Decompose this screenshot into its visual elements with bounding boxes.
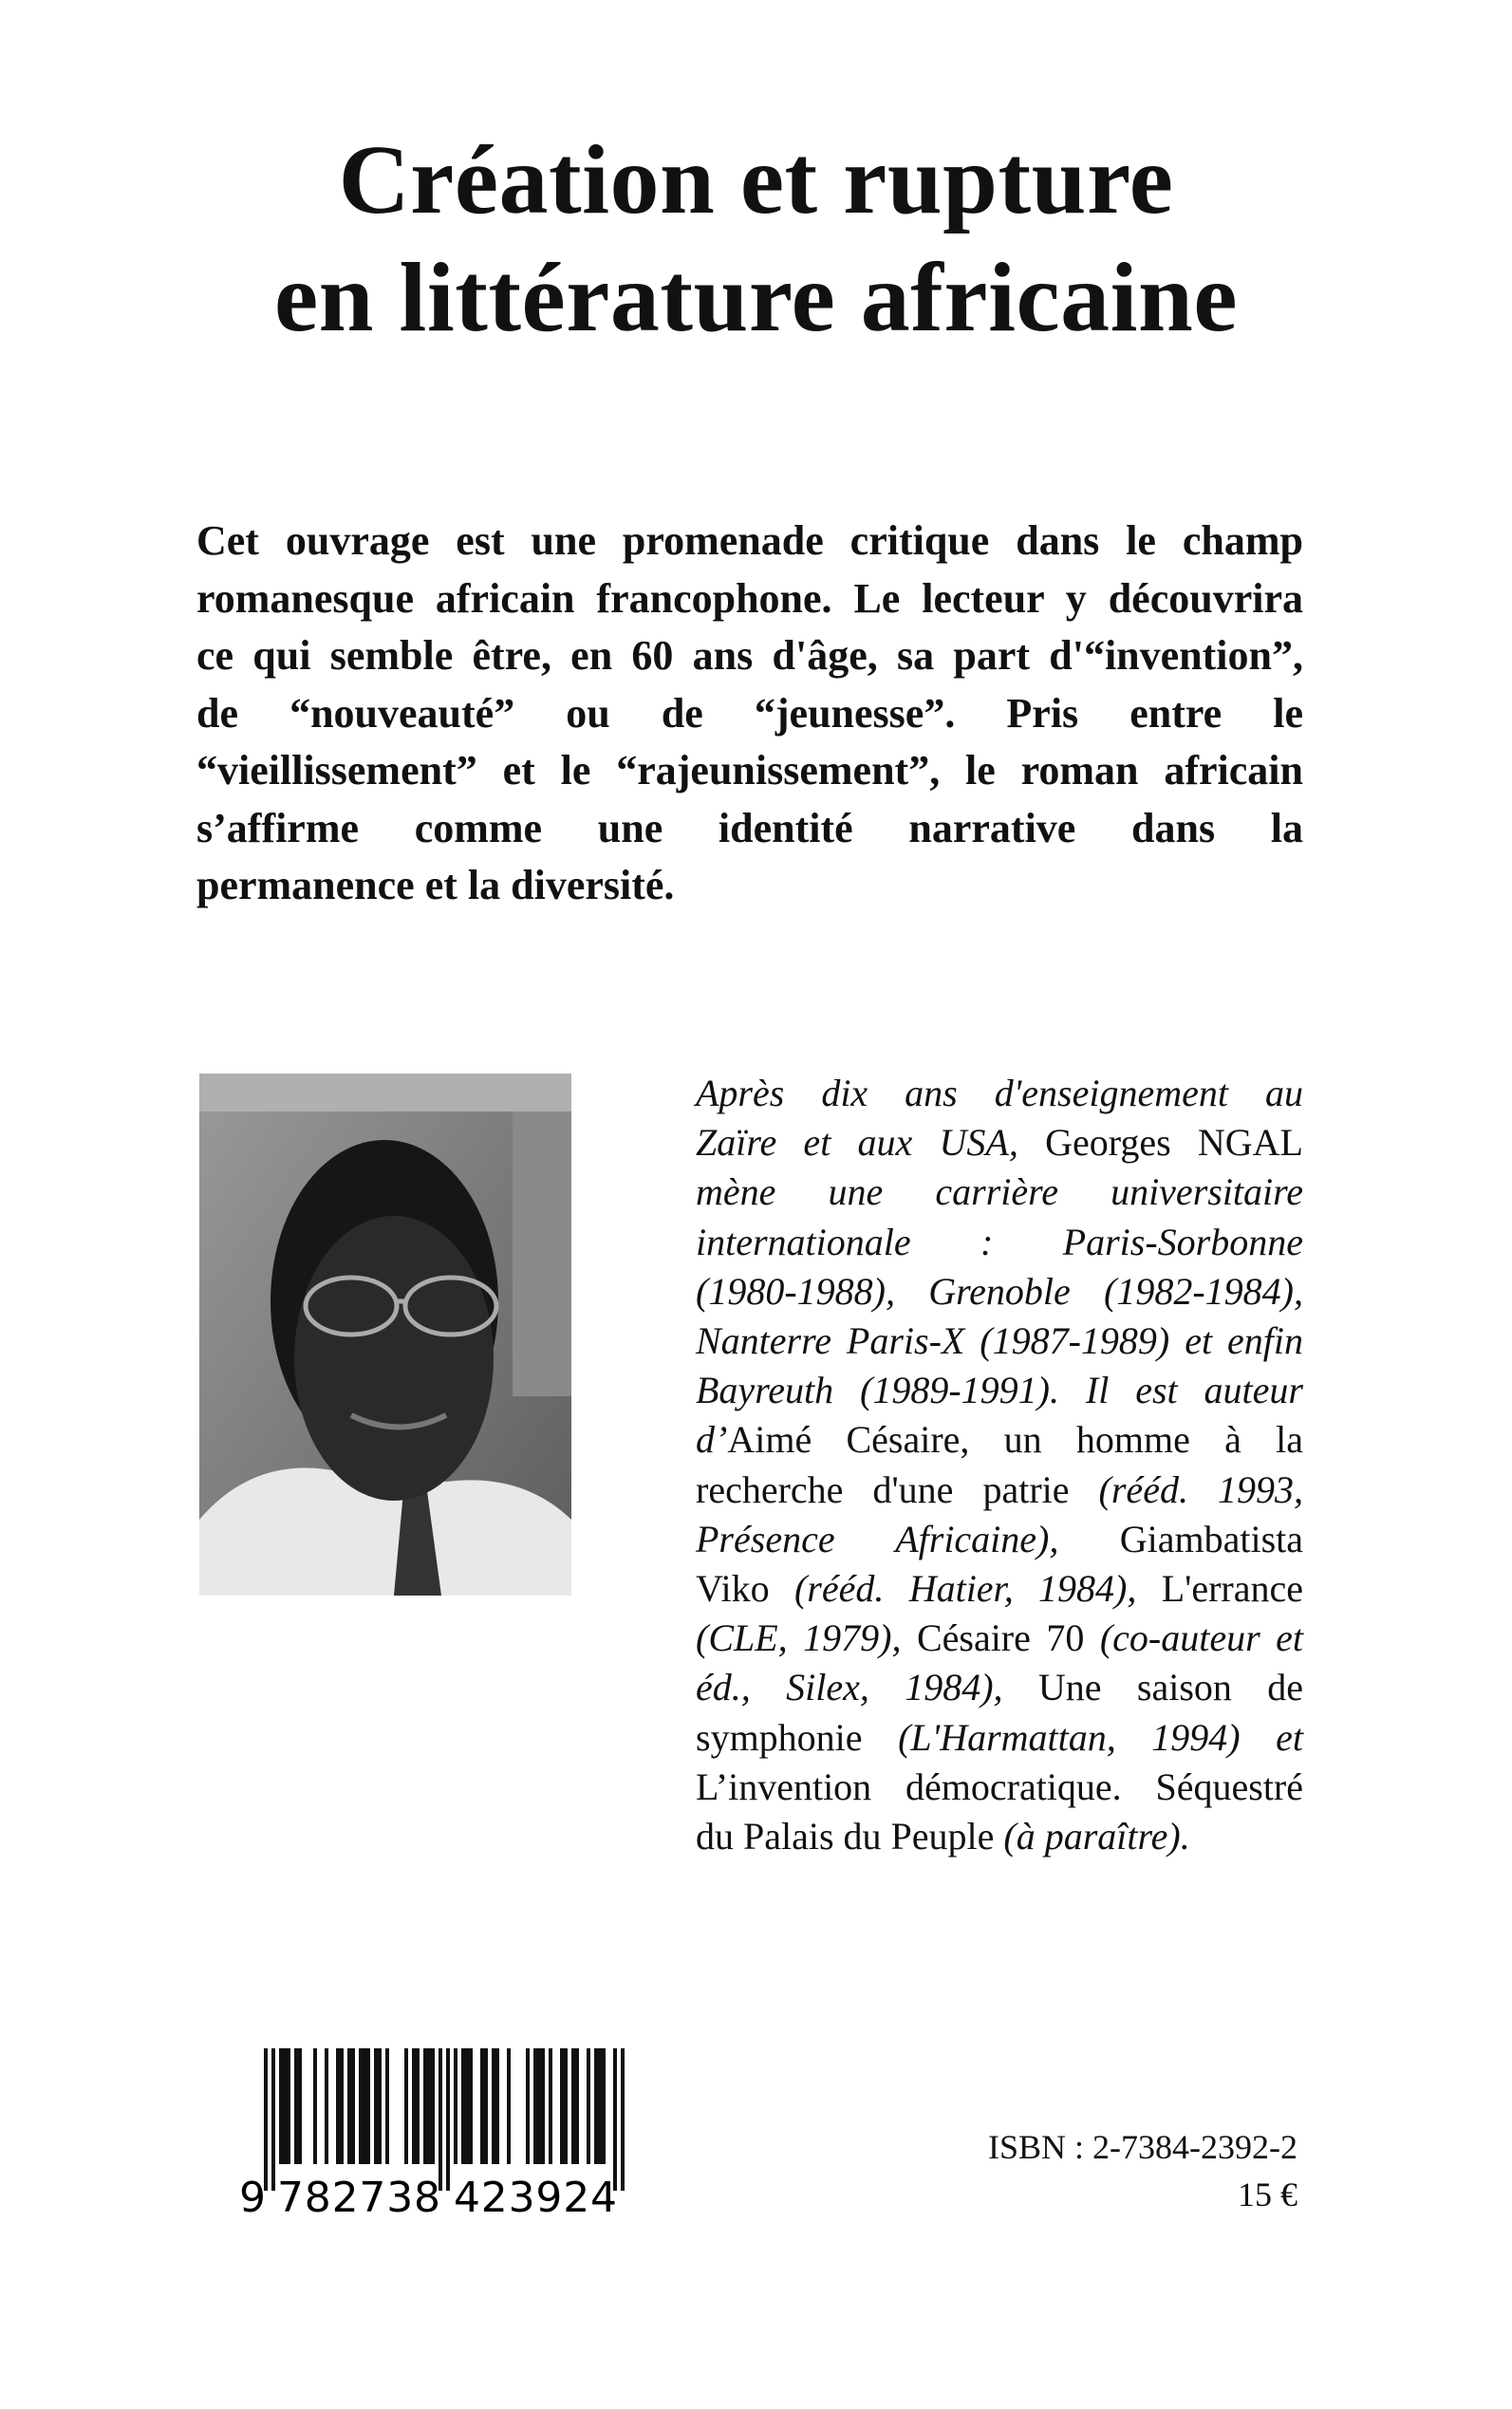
bio-title-segment: Césaire 70 (901, 1616, 1100, 1660)
barcode-bar (385, 2048, 389, 2164)
bio-italic-segment: Bayreuth (1989-1991). Il est auteur (696, 1369, 1303, 1412)
bio-line (696, 1218, 1303, 1267)
barcode-bar (533, 2048, 537, 2164)
bio-italic-segment: (1980-1988), Grenoble (1982-1984), (696, 1269, 1303, 1313)
summary-line: Cet ouvrage est une promenade critique dans le champ (196, 517, 1303, 564)
barcode-bar (271, 2048, 275, 2191)
barcode-bar (560, 2048, 564, 2164)
barcode-bar (363, 2048, 366, 2164)
summary-line: de “nouveauté” ou de “jeunesse”. Pris entre le (196, 689, 1303, 737)
bio-title-segment: Aimé Césaire, un homme à la (727, 1418, 1303, 1462)
barcode-bar (351, 2048, 355, 2164)
barcode-bar (465, 2048, 469, 2164)
bio-italic-segment: Présence Africaine), (696, 1517, 1059, 1560)
barcode-bar (526, 2048, 530, 2164)
barcode-bar (298, 2048, 302, 2164)
bio-italic-segment: (co-auteur et (1099, 1616, 1303, 1660)
barcode-bar (537, 2048, 541, 2164)
barcode-bar (454, 2048, 457, 2164)
bio-italic-segment: d’ (696, 1418, 728, 1462)
summary-line: s’affirme comme une identité narrative dans la (196, 804, 1303, 851)
bio-title-segment: recherche d'une patrie (696, 1467, 1099, 1511)
bio-line (696, 1167, 1303, 1217)
bio-line (696, 1713, 1303, 1763)
bio-italic-segment: Après dix ans d'enseignement au (696, 1072, 1303, 1114)
barcode-bar (416, 2048, 420, 2164)
barcode-bar (587, 2048, 590, 2164)
barcode-bar (374, 2048, 378, 2164)
bio-title-segment: Georges NGAL (1017, 1121, 1303, 1165)
barcode-bar (412, 2048, 416, 2164)
bio-line (696, 1812, 1303, 1861)
isbn-barcode (239, 2048, 628, 2219)
bio-line (696, 1614, 1303, 1663)
barcode-digits: 423924 (454, 2174, 617, 2219)
bio-italic-segment: Zaïre et aux USA, (696, 1121, 1018, 1165)
barcode-bar (469, 2048, 473, 2164)
title-line-2: en littérature africaine (273, 243, 1239, 352)
summary-line: ce qui semble être, en 60 ans d'âge, sa part d'“invention”, (196, 632, 1303, 679)
bio-line (696, 1564, 1303, 1614)
bio-line (696, 1118, 1303, 1167)
barcode-bar (294, 2048, 298, 2164)
book-title (0, 121, 1512, 357)
bio-title-segment: Une saison de (1002, 1666, 1303, 1709)
barcode-bar (404, 2048, 408, 2164)
author-biography (696, 1069, 1303, 1861)
bio-title-segment: symphonie (696, 1715, 899, 1759)
barcode-bar (336, 2048, 340, 2164)
barcode-bar (340, 2048, 344, 2164)
barcode-bar (492, 2048, 495, 2164)
barcode-bar (446, 2048, 450, 2191)
barcode-bar (571, 2048, 575, 2164)
bio-line (696, 1466, 1303, 1515)
barcode-bar (423, 2048, 427, 2164)
bio-line (696, 1415, 1303, 1465)
bio-italic-segment: éd., Silex, 1984), (696, 1666, 1003, 1709)
bio-italic-segment: (L'Harmattan, 1994) et (898, 1715, 1304, 1759)
barcode-bar (564, 2048, 568, 2164)
author-photo (199, 1074, 571, 1596)
barcode-bar (594, 2048, 598, 2164)
barcode-digits: 9 (239, 2174, 266, 2219)
bio-line (696, 1663, 1303, 1712)
bio-title-segment: Giambatista (1058, 1517, 1303, 1560)
barcode-bar (575, 2048, 579, 2164)
bio-title-segment: Viko (696, 1567, 794, 1611)
barcode-bar (549, 2048, 552, 2164)
barcode-bar (287, 2048, 290, 2164)
barcode-bar (484, 2048, 488, 2164)
price: 15 € (1238, 2176, 1297, 2213)
bio-italic-segment: (rééd. Hatier, 1984), (793, 1567, 1137, 1611)
bio-line (696, 1515, 1303, 1564)
barcode-bar (279, 2048, 283, 2164)
barcode-bar (427, 2048, 431, 2164)
bio-line (696, 1763, 1303, 1812)
isbn-number: ISBN : 2-7384-2392-2 (988, 2128, 1297, 2166)
bio-italic-segment: mène une carrière universitaire (696, 1170, 1303, 1214)
bio-line (696, 1366, 1303, 1415)
bio-title-segment: du Palais du Peuple (696, 1815, 1004, 1858)
bio-line (696, 1317, 1303, 1366)
bio-italic-segment: (CLE, 1979), (696, 1616, 902, 1660)
bio-italic-segment: (à paraître). (1003, 1815, 1190, 1858)
title-line-1: Création et rupture (338, 125, 1174, 234)
bio-italic-segment: Nanterre Paris-X (1987-1989) et enfin (696, 1319, 1303, 1363)
barcode-bar (359, 2048, 363, 2164)
bio-italic-segment: (rééd. 1993, (1098, 1467, 1303, 1511)
barcode-bar (541, 2048, 545, 2164)
barcode-bar (495, 2048, 499, 2164)
barcode-bar (439, 2048, 442, 2191)
bio-title-segment: L’invention démocratique. Séquestré (696, 1765, 1303, 1808)
barcode-bar (602, 2048, 606, 2164)
book-summary (196, 513, 1303, 915)
barcode-bar (480, 2048, 484, 2164)
barcode-bar (264, 2048, 268, 2191)
barcode-bar (325, 2048, 328, 2164)
summary-line: “vieillissement” et le “rajeunissement”, le roman africain (196, 747, 1303, 794)
summary-line: romanesque africain francophone. Le lecteur y découvrira (196, 574, 1303, 622)
barcode-bar (613, 2048, 617, 2191)
barcode-bar (347, 2048, 351, 2164)
bio-italic-segment: internationale : Paris-Sorbonne (696, 1220, 1303, 1263)
barcode-digits: 782738 (277, 2174, 440, 2219)
barcode-bar (461, 2048, 465, 2164)
barcode-bar (283, 2048, 287, 2164)
summary-line: permanence et la diversité. (196, 862, 675, 908)
barcode-bar (313, 2048, 317, 2164)
barcode-bar (378, 2048, 382, 2164)
barcode-bar (366, 2048, 370, 2164)
bio-title-segment: L'errance (1136, 1567, 1303, 1611)
bio-line (696, 1069, 1303, 1118)
barcode-bar (621, 2048, 625, 2191)
barcode-bar (431, 2048, 435, 2164)
barcode-bar (598, 2048, 602, 2164)
bio-line (696, 1267, 1303, 1317)
barcode-bar (507, 2048, 511, 2164)
